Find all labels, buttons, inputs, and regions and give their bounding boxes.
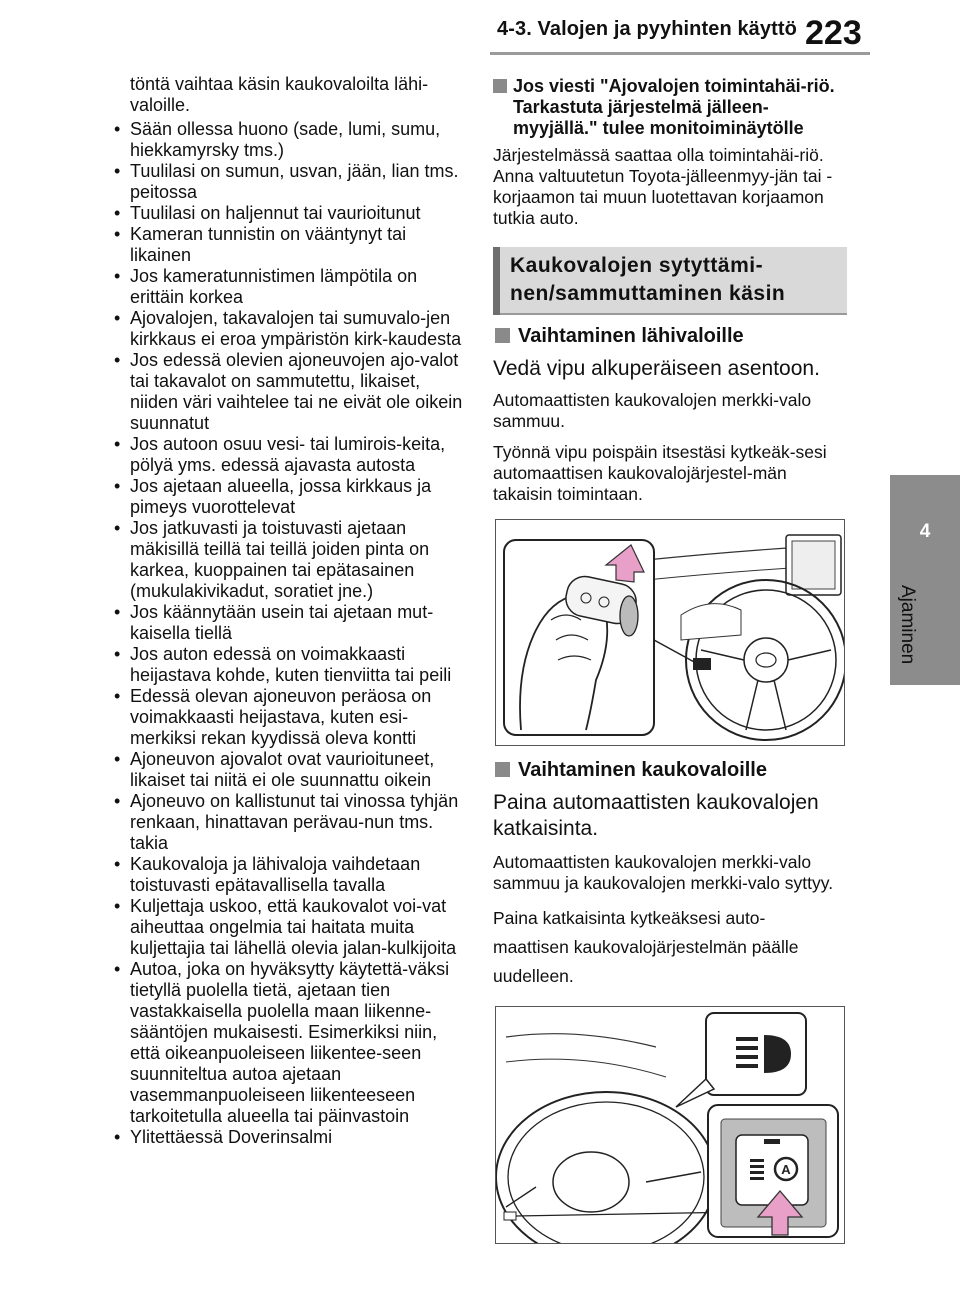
list-item: • Kaukovaloja ja lähivaloja vaihdetaan toistuvasti epätavallisella tavalla bbox=[100, 854, 470, 896]
list-item: • Jos auton edessä on voimakkaasti heijastava kohde, kuten tienviitta tai peili bbox=[100, 644, 470, 686]
paragraph: Automaattisten kaukovalojen merkki-valo sammuu ja kaukovalojen merkki-valo syttyy. bbox=[493, 852, 834, 893]
subsection-heading: Vaihtaminen lähivaloille bbox=[493, 324, 849, 348]
list-item: • Edessä olevan ajoneuvon peräosa on voimakkaasti heijastava, kuten esi-merkiksi rekan kyydissä oleva kontti bbox=[100, 686, 470, 749]
svg-text:A: A bbox=[781, 1162, 791, 1177]
list-item: • Ajoneuvo on kallistunut tai vinossa tyhjän renkaan, hinattavan perävau-nun tms. takia bbox=[100, 791, 470, 854]
header-divider bbox=[490, 52, 870, 55]
section-heading-text: Kaukovalojen sytyttämi- nen/sammuttaminen käsin bbox=[510, 254, 786, 305]
section-heading-bar bbox=[493, 247, 500, 315]
paragraph: Automaattisten kaukovalojen merkki-valo sammuu. bbox=[493, 390, 812, 431]
warning-text: Järjestelmässä saattaa olla toimintahäi-riö. Anna valtuutetun Toyota-jälleenmyy-jän tai -korjaamon tai muun luotettavan korjaamon tutkia auto. bbox=[493, 145, 833, 228]
chapter-number: 4 bbox=[919, 521, 931, 542]
list-item: • Kuljettaja uskoo, että kaukovalot voi-vat aiheuttaa ongelmia tai haitata muita kuljettajia tai lähellä olevia jalan-kulkijoita bbox=[100, 896, 470, 959]
lever-illustration bbox=[495, 519, 845, 746]
switch-drawing bbox=[496, 1007, 845, 1244]
list-item: • Jos edessä olevien ajoneuvojen ajo-valot tai takavalot on sammutettu, likaiset, niiden väri vaihtelee tai ne eivät ole oikein suunnatut bbox=[100, 350, 470, 434]
chapter-label-wrap bbox=[896, 585, 918, 664]
list-item: • Ajoneuvon ajovalot ovat vaurioituneet, likaiset tai niitä ei ole suunnattu oikein bbox=[100, 749, 470, 791]
instruction-lead: Paina automaattisten kaukovalojen katkaisinta. bbox=[493, 791, 819, 840]
list-item: • Tuulilasi on haljennut tai vaurioitunut bbox=[100, 203, 470, 224]
square-bullet-icon bbox=[493, 79, 507, 93]
subsection-low-beam bbox=[493, 324, 849, 505]
chapter-label: Ajaminen bbox=[897, 585, 918, 665]
list-item: • Ajovalojen, takavalojen tai sumuvalo-jen kirkkaus ei eroa ympäristön kirk-kaudesta bbox=[100, 308, 470, 350]
instruction-lead: Vedä vipu alkuperäiseen asentoon. bbox=[493, 357, 820, 380]
subsection-high-beam bbox=[493, 758, 849, 991]
lever-drawing bbox=[496, 520, 845, 746]
list-item: • Autoa, joka on hyväksytty käytettä-väksi tietyllä puolella tietä, ajetaan tien vastakkaisella puolella maan liikenne-sääntöjen mukaisesti. Esimerkiksi niin, että oikeanpuoleiseen liikentee-seen suunniteltua autoa ajetaan vasemmanpuoleiseen liikenteeseen tarkoitetulla alueella tai päinvastoin bbox=[100, 959, 470, 1127]
square-bullet-icon bbox=[495, 762, 510, 777]
square-bullet-icon bbox=[495, 328, 510, 343]
list-item: • Tuulilasi on sumun, usvan, jään, lian tms. peitossa bbox=[100, 161, 470, 203]
list-item: • Kameran tunnistin on vääntynyt tai likainen bbox=[100, 224, 470, 266]
list-item: • Jos kameratunnistimen lämpötila on erittäin korkea bbox=[100, 266, 470, 308]
list-item: • Ylitettäessä Doverinsalmi bbox=[100, 1127, 470, 1148]
list-item: • Jos autoon osuu vesi- tai lumirois-keita, pölyä yms. edessä ajavasta autosta bbox=[100, 434, 470, 476]
subsection-heading: Vaihtaminen kaukovaloille bbox=[493, 758, 849, 782]
section-title: 4-3. Valojen ja pyyhinten käyttö bbox=[497, 18, 797, 40]
warning-block bbox=[493, 76, 849, 229]
paragraph: Paina katkaisinta kytkeäksesi auto- maattisen kaukovalojärjestelmän päälle uudelleen. bbox=[493, 908, 799, 986]
switch-illustration bbox=[495, 1006, 845, 1244]
list-item: • Jos ajetaan alueella, jossa kirkkaus ja pimeys vuorottelevat bbox=[100, 476, 470, 518]
left-column bbox=[100, 74, 470, 1148]
intro-text: töntä vaihtaa käsin kaukovaloilta lähi-valoille. bbox=[130, 74, 429, 115]
section-heading bbox=[493, 247, 847, 315]
paragraph: Työnnä vipu poispäin itsestäsi kytkeäk-sesi automaattisen kaukovalojärjestel-män takaisin toimintaan. bbox=[493, 442, 827, 504]
list-item: • Jos käännytään usein tai ajetaan mut-kaisella tiellä bbox=[100, 602, 470, 644]
list-item: • Sään ollessa huono (sade, lumi, sumu, hiekkamyrsky tms.) bbox=[100, 119, 470, 161]
list-item: • Jos jatkuvasti ja toistuvasti ajetaan mäkisillä teillä tai teillä joiden pinta on karkea, kuoppainen tai epätasainen (mukulakivikadut, soratiet jne.) bbox=[100, 518, 470, 602]
warning-heading: Jos viesti "Ajovalojen toimintahäi-riö. Tarkastuta järjestelmä jälleen-myyjällä." tulee monitoiminäytölle bbox=[493, 76, 849, 139]
page-number: 223 bbox=[805, 14, 862, 52]
